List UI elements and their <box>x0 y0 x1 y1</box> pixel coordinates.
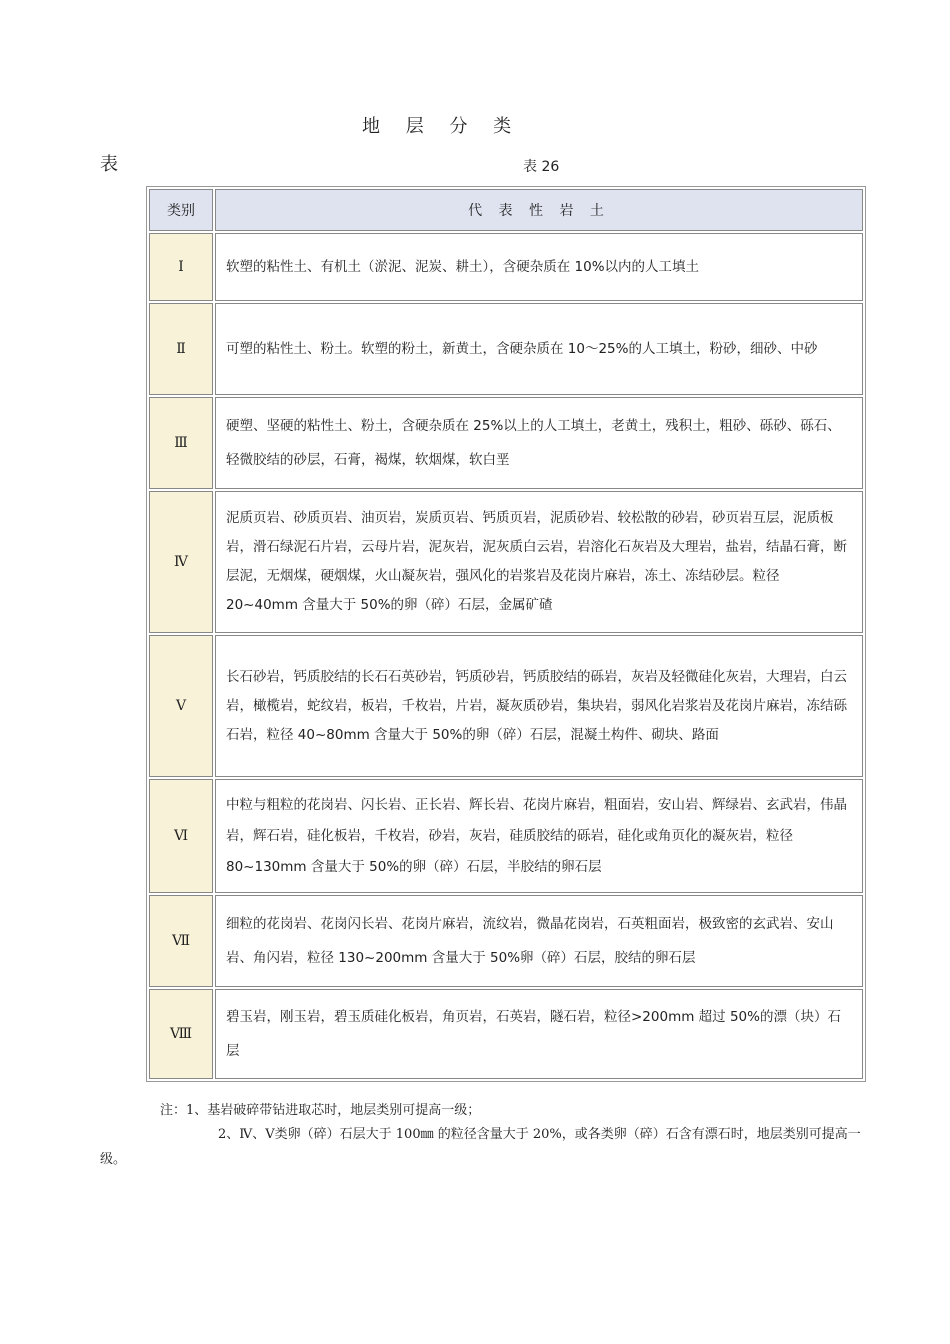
row-category: Ⅷ <box>149 989 213 1079</box>
row-description: 碧玉岩，刚玉岩，碧玉质硅化板岩，角页岩，石英岩，隧石岩，粒径>200mm 超过 50%的漂（块）石层 <box>215 989 863 1079</box>
row-description: 软塑的粘性土、有机土（淤泥、泥炭、耕土），含硬杂质在 10%以内的人工填土 <box>215 233 863 301</box>
row-description: 细粒的花岗岩、花岗闪长岩、花岗片麻岩，流纹岩，微晶花岗岩，石英粗面岩，极致密的玄武岩、安山岩、角闪岩，粒径 130~200mm 含量大于 50%卵（碎）石层，胶结的卵石层 <box>215 895 863 987</box>
note-2: 2、Ⅳ、Ⅴ类卵（碎）石层大于 100㎜ 的粒径含量大于 20%，或各类卵（碎）石含有漂石时，地层类别可提高一级。 <box>100 1127 861 1167</box>
table-row <box>149 895 863 987</box>
table-row <box>149 491 863 633</box>
row-description: 中粒与粗粒的花岗岩、闪长岩、正长岩、辉长岩、花岗片麻岩，粗面岩，安山岩、辉绿岩、玄武岩，伟晶岩，辉石岩，硅化板岩，千枚岩，砂岩，灰岩，硅质胶结的砾岩，硅化或角页化的凝灰岩，粒径 80~130mm 含量大于 50%的卵（碎）石层，半胶结的卵石层 <box>215 779 863 893</box>
page-title: 地 层 分 类 <box>362 116 522 137</box>
table-row <box>149 397 863 489</box>
table-row <box>149 635 863 777</box>
table-row <box>149 779 863 893</box>
table-header-row <box>149 189 863 231</box>
table-row <box>149 303 863 395</box>
row-description: 长石砂岩，钙质胶结的长石石英砂岩，钙质砂岩，钙质胶结的砾岩，灰岩及轻微硅化灰岩，大理岩，白云岩，橄榄岩，蛇纹岩，板岩，千枚岩，片岩，凝灰质砂岩，集块岩，弱风化岩浆岩及花岗片麻岩，冻结砾石岩，粒径 40~80mm 含量大于 50%的卵（碎）石层，混凝土构件、砌块、路面 <box>215 635 863 777</box>
row-category: Ⅵ <box>149 779 213 893</box>
header-description: 代 表 性 岩 土 <box>215 189 863 231</box>
row-category: Ⅶ <box>149 895 213 987</box>
row-description: 硬塑、坚硬的粘性土、粉土，含硬杂质在 25%以上的人工填土，老黄土，残积土，粗砂、砾砂、砾石、轻微胶结的砂层，石膏，褐煤，软烟煤，软白垩 <box>215 397 863 489</box>
stratum-classification-table <box>146 186 866 1082</box>
note-1: 注：1、基岩破碎带钻进取芯时，地层类别可提高一级； <box>160 1103 481 1118</box>
row-description: 泥质页岩、砂质页岩、油页岩，炭质页岩、钙质页岩，泥质砂岩、较松散的砂岩，砂页岩互层，泥质板岩，滑石绿泥石片岩，云母片岩，泥灰岩，泥灰质白云岩，岩溶化石灰岩及大理岩，盐岩，结晶石膏，断层泥，无烟煤，硬烟煤，火山凝灰岩，强风化的岩浆岩及花岗片麻岩，冻土、冻结砂层。粒径 20~40mm 含量大于 50%的卵（碎）石层，金属矿碴 <box>215 491 863 633</box>
table-number: 表 26 <box>523 159 560 175</box>
side-label: 表 <box>100 154 118 175</box>
header-category: 类别 <box>149 189 213 231</box>
table-row <box>149 233 863 301</box>
row-category: Ⅲ <box>149 397 213 489</box>
row-category: Ⅰ <box>149 233 213 301</box>
table-row <box>149 989 863 1079</box>
row-description: 可塑的粘性土、粉土。软塑的粉土，新黄土，含硬杂质在 10～25%的人工填土，粉砂，细砂、中砂 <box>215 303 863 395</box>
row-category: Ⅴ <box>149 635 213 777</box>
row-category: Ⅱ <box>149 303 213 395</box>
row-category: Ⅳ <box>149 491 213 633</box>
